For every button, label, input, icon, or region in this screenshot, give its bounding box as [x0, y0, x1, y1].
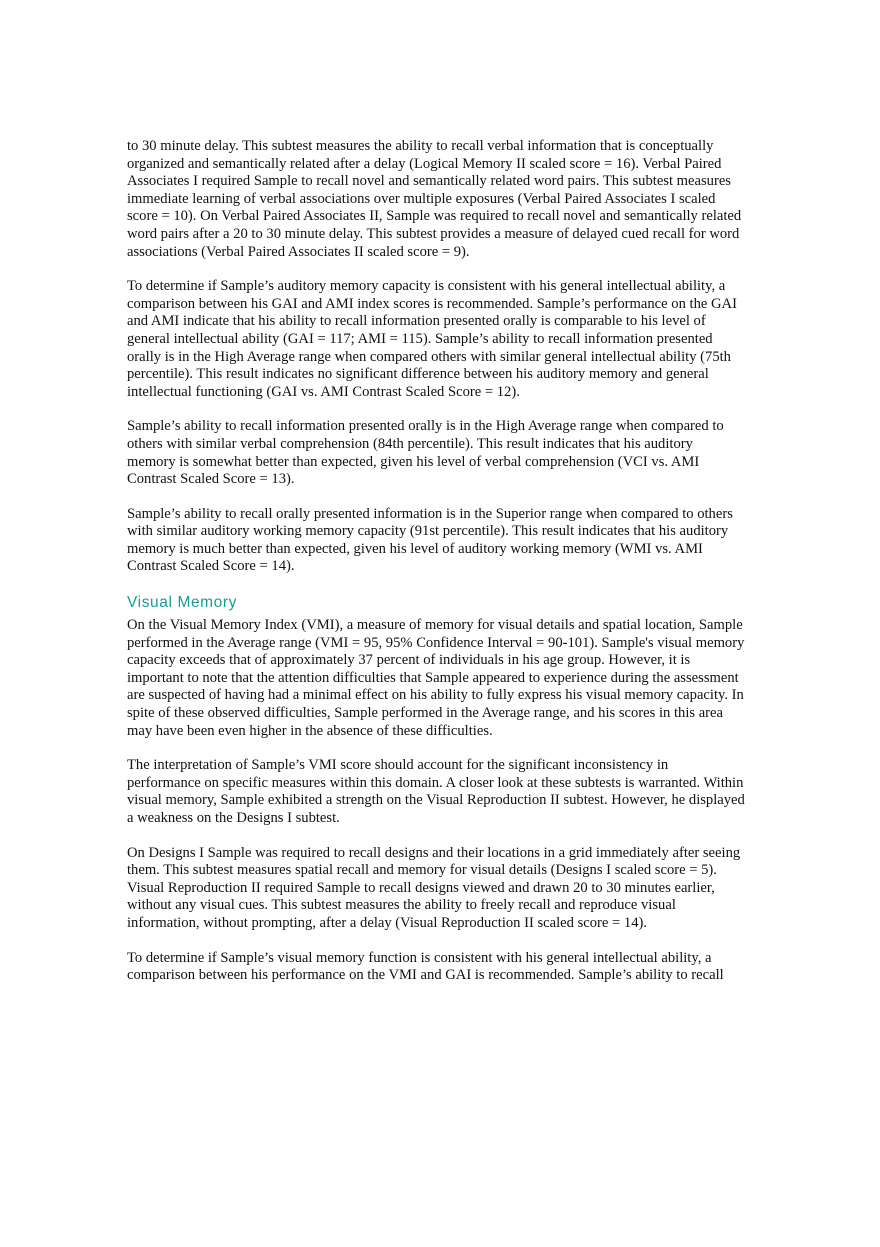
paragraph-vmi-overview: On the Visual Memory Index (VMI), a measure of memory for visual details and spatial location, Sample performed in the Average range (VMI = 95, 95% Confidence Interval = 90-101). Sample's visual memory capacity exceeds that of approximately 37 percent of individuals in his age group. However, it is important to note that the attention difficulties that Sample appeared to experience during the assessment are suspected of having had a minimal effect on his ability to fully express his visual memory capacity. In spite of these observed difficulties, Sample performed in the Average range, and his scores in this area may have been even higher in the absence of these difficulties.	[127, 617, 745, 739]
paragraph-designs-visual-reproduction: On Designs I Sample was required to recall designs and their locations in a grid immediately after seeing them. This subtest measures spatial recall and memory for visual details (Designs I scaled score = 5). Visual Reproduction II required Sample to recall designs viewed and drawn 20 to 30 minutes earlier, without any visual cues. This subtest measures the ability to freely recall and reproduce visual information, without prompting, after a delay (Visual Reproduction II scaled score = 14).	[127, 844, 741, 931]
paragraph-vci-ami-comparison: Sample’s ability to recall information presented orally is in the High Average range when compared to others with similar verbal comprehension (84th percentile). This result indicates that his auditory memory is somewhat better than expected, given his level of verbal comprehension (VCI vs. AMI Contrast Scaled Score = 13).	[127, 418, 724, 488]
document-page	[127, 138, 745, 1002]
paragraph-vmi-gai-comparison: To determine if Sample’s visual memory function is consistent with his general intellectual ability, a comparison between his performance on the VMI and GAI is recommended. Sample’s ability to recall	[127, 949, 724, 984]
paragraph-gai-ami-comparison: To determine if Sample’s auditory memory capacity is consistent with his general intellectual ability, a comparison between his GAI and AMI index scores is recommended. Sample’s performance on the GAI and AMI indicate that his ability to recall information presented orally is comparable to his level of general intellectual ability (GAI = 117; AMI = 115). Sample’s ability to recall information presented orally is in the High Average range when compared others with similar general intellectual ability (75th percentile). This result indicates no significant difference between his auditory memory and general intellectual functioning (GAI vs. AMI Contrast Scaled Score = 12).	[127, 278, 737, 400]
paragraph-vmi-interpretation: The interpretation of Sample’s VMI score should account for the significant inconsistency in performance on specific measures within this domain. A closer look at these subtests is warranted. Within visual memory, Sample exhibited a strength on the Visual Reproduction II subtest. However, he displayed a weakness on the Designs I subtest.	[127, 757, 745, 826]
section-heading-visual-memory: Visual Memory	[127, 594, 238, 612]
paragraph-verbal-paired-associates: to 30 minute delay. This subtest measures the ability to recall verbal information that is conceptually organized and semantically related after a delay (Logical Memory II scaled score = 16). Verbal Paired Associates I required Sample to recall novel and semantically related word pairs. This subtest measures immediate learning of verbal associations over multiple exposures (Verbal Paired Associates I scaled score = 10). On Verbal Paired Associates II, Sample was required to recall novel and semantically related word pairs after a 20 to 30 minute delay. This subtest provides a measure of delayed cued recall for word associations (Verbal Paired Associates II scaled score = 9).	[127, 138, 742, 260]
paragraph-wmi-ami-comparison: Sample’s ability to recall orally presented information is in the Superior range when compared to others with similar auditory working memory capacity (91st percentile). This result indicates that his auditory memory is much better than expected, given his level of auditory working memory (WMI vs. AMI Contrast Scaled Score = 14).	[127, 505, 733, 575]
